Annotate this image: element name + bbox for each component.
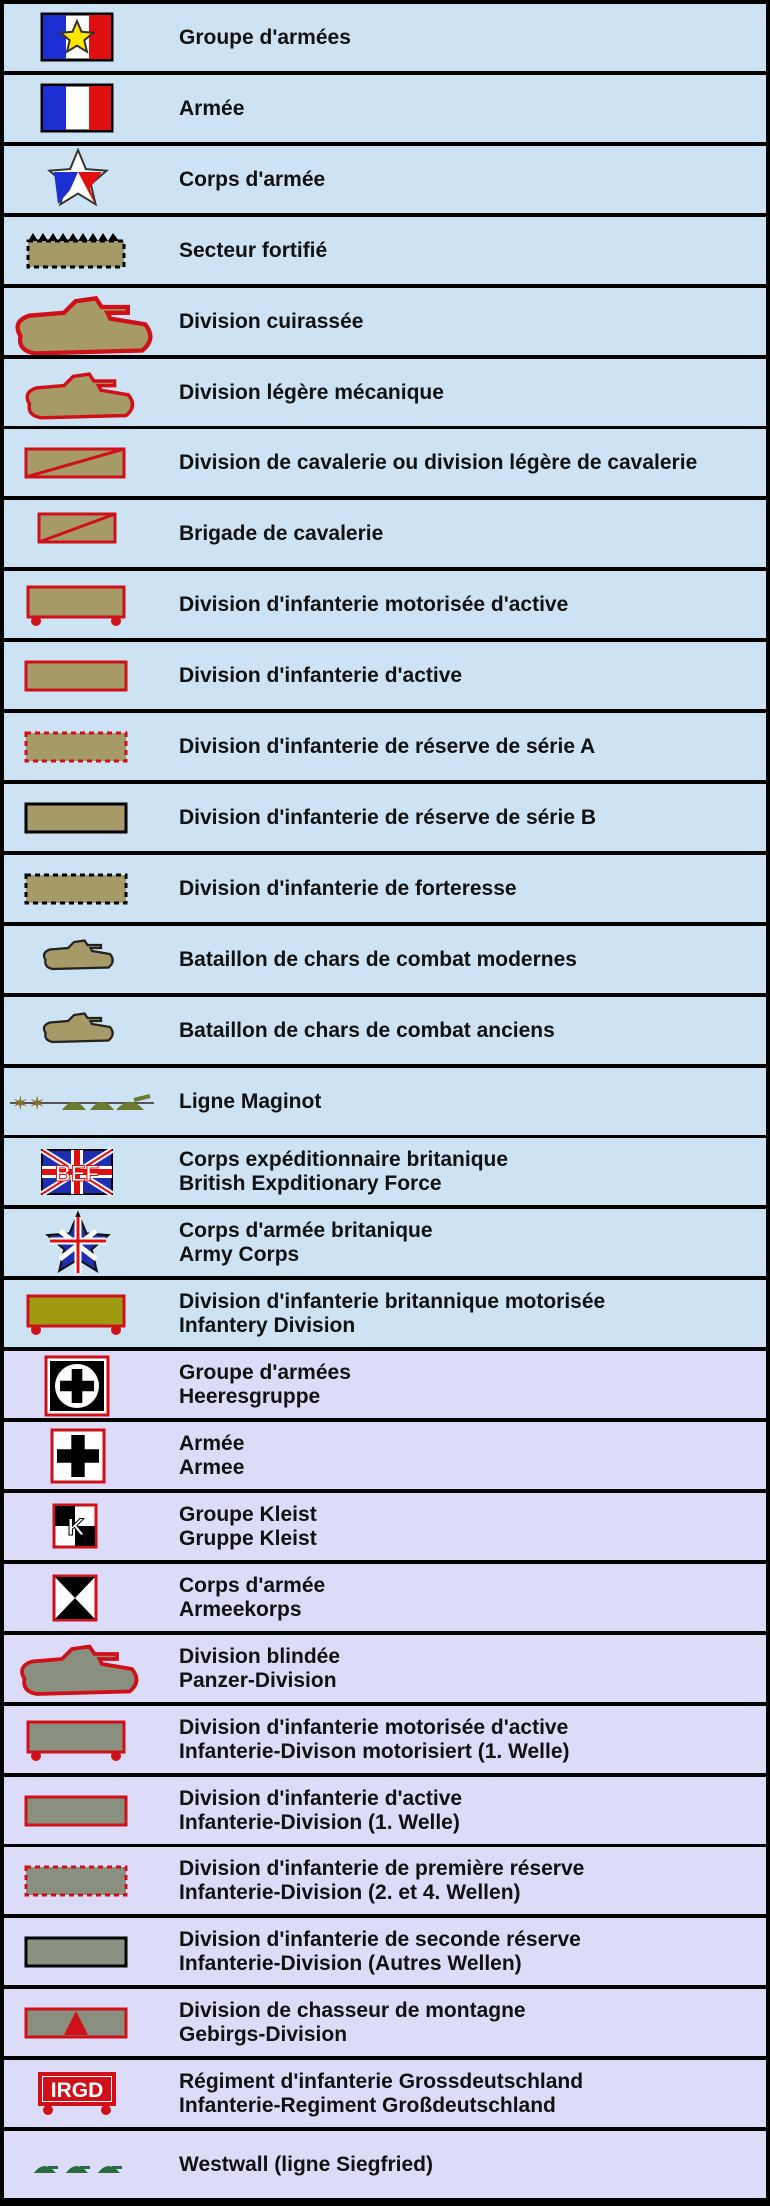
label-primary: Corps d'armée bbox=[179, 1573, 326, 1597]
legend-row bbox=[4, 1706, 766, 1773]
label-primary: Groupe Kleist bbox=[179, 1502, 317, 1526]
label-primary: Division d'infanterie britannique motorisée bbox=[179, 1289, 606, 1313]
label-primary: Corps d'armée britanique bbox=[179, 1218, 433, 1242]
label-primary: Division d'infanterie motorisée d'active bbox=[179, 592, 569, 616]
label-primary: Groupe d'armées bbox=[179, 1360, 351, 1384]
label-secondary: Gruppe Kleist bbox=[179, 1526, 317, 1550]
legend-row bbox=[4, 75, 766, 142]
reserve-a-infantry-icon bbox=[4, 713, 164, 780]
legend-row bbox=[4, 926, 766, 993]
legend-row bbox=[4, 500, 766, 567]
label-primary: Bataillon de chars de combat anciens bbox=[179, 1018, 555, 1042]
legend-label bbox=[179, 1209, 433, 1276]
label-secondary: Infanterie-Division (1. Welle) bbox=[179, 1810, 460, 1834]
label-primary: Bataillon de chars de combat modernes bbox=[179, 947, 577, 971]
legend-label bbox=[179, 75, 244, 142]
svg-text:✶✶: ✶✶ bbox=[12, 1091, 46, 1115]
german-active-infantry-icon bbox=[4, 1777, 164, 1844]
cavalry-brigade-icon bbox=[4, 500, 164, 567]
legend-label bbox=[179, 1138, 508, 1205]
legend-row bbox=[4, 1422, 766, 1489]
legend-row bbox=[4, 997, 766, 1064]
kleist-group-icon bbox=[4, 1493, 164, 1560]
legend-row bbox=[4, 1493, 766, 1560]
bef-flag-icon bbox=[4, 1138, 164, 1205]
active-infantry-icon bbox=[4, 642, 164, 709]
legend-label bbox=[179, 855, 517, 922]
legend-label bbox=[179, 288, 363, 355]
legend-label bbox=[179, 429, 697, 496]
legend-row bbox=[4, 1068, 766, 1135]
label-primary: Division d'infanterie de réserve de série B bbox=[179, 805, 596, 829]
german-army-cross-icon bbox=[4, 1422, 164, 1489]
legend-label bbox=[179, 997, 555, 1064]
legend-label bbox=[179, 1422, 244, 1489]
label-primary: Brigade de cavalerie bbox=[179, 521, 384, 545]
label-secondary: Heeresgruppe bbox=[179, 1384, 321, 1408]
german-second-reserve-infantry-icon bbox=[4, 1918, 164, 1985]
legend-label bbox=[179, 1777, 462, 1844]
reserve-b-infantry-icon bbox=[4, 784, 164, 851]
legend-row bbox=[4, 1564, 766, 1631]
legend-label bbox=[179, 571, 568, 638]
british-motorized-infantry-icon bbox=[4, 1280, 164, 1347]
label-primary: Division cuirassée bbox=[179, 309, 364, 333]
legend-row bbox=[4, 1351, 766, 1418]
maginot-line-icon bbox=[4, 1068, 164, 1135]
legend-row bbox=[4, 642, 766, 709]
german-first-reserve-infantry-icon bbox=[4, 1847, 164, 1914]
legend-label bbox=[179, 500, 383, 567]
legend-label bbox=[179, 1989, 526, 2056]
legend-row bbox=[4, 217, 766, 284]
label-secondary: British Expditionary Force bbox=[179, 1171, 442, 1195]
legend-row bbox=[4, 429, 766, 496]
legend-label bbox=[179, 713, 595, 780]
legend-row bbox=[4, 1138, 766, 1205]
french-army-group-icon bbox=[4, 4, 164, 71]
legend-row bbox=[4, 571, 766, 638]
mountain-division-icon bbox=[4, 1989, 164, 2056]
legend-row bbox=[4, 2060, 766, 2127]
legend-label bbox=[179, 1635, 340, 1702]
label-secondary: Panzer-Division bbox=[179, 1668, 337, 1692]
legend-row bbox=[4, 1989, 766, 2056]
label-secondary: Infanterie-Division (Autres Wellen) bbox=[179, 1951, 522, 1975]
legend-row bbox=[4, 784, 766, 851]
legend-label bbox=[179, 4, 351, 71]
label-secondary: Gebirgs-Division bbox=[179, 2022, 348, 2046]
old-tank-battalion-icon bbox=[4, 997, 164, 1064]
grossdeutschland-regiment-icon bbox=[4, 2060, 164, 2127]
svg-text:BEF: BEF bbox=[55, 1161, 99, 1186]
fortress-infantry-icon bbox=[4, 855, 164, 922]
legend-row bbox=[4, 1635, 766, 1702]
legend-label bbox=[179, 1280, 605, 1347]
label-secondary: Infanterie-Divison motorisiert (1. Welle) bbox=[179, 1739, 570, 1763]
label-secondary: Armeekorps bbox=[179, 1597, 302, 1621]
german-corps-icon bbox=[4, 1564, 164, 1631]
label-primary: Groupe d'armées bbox=[179, 25, 351, 49]
legend-row bbox=[4, 4, 766, 71]
label-secondary: Infanterie-Division (2. et 4. Wellen) bbox=[179, 1880, 521, 1904]
modern-tank-battalion-icon bbox=[4, 926, 164, 993]
fortified-sector-icon bbox=[4, 217, 164, 284]
label-secondary: Armee bbox=[179, 1455, 245, 1479]
label-primary: Armée bbox=[179, 96, 245, 120]
legend-row bbox=[4, 2131, 766, 2198]
legend-label bbox=[179, 1847, 584, 1914]
cavalry-division-icon bbox=[4, 429, 164, 496]
label-primary: Division d'infanterie de forteresse bbox=[179, 876, 517, 900]
label-primary: Division d'infanterie d'active bbox=[179, 663, 463, 687]
french-corps-star-icon bbox=[4, 146, 164, 213]
british-corps-star-icon bbox=[4, 1209, 164, 1276]
motorized-infantry-icon bbox=[4, 571, 164, 638]
label-primary: Division blindée bbox=[179, 1644, 341, 1668]
westwall-bunkers-icon bbox=[4, 2131, 164, 2198]
label-secondary: Army Corps bbox=[179, 1242, 300, 1266]
label-secondary: Infanterie-Regiment Großdeutschland bbox=[179, 2093, 556, 2117]
legend-label bbox=[179, 784, 596, 851]
legend-row bbox=[4, 855, 766, 922]
label-primary: Division de cavalerie ou division légère de cavalerie bbox=[179, 450, 698, 474]
label-primary: Division de chasseur de montagne bbox=[179, 1998, 526, 2022]
legend-label bbox=[179, 1068, 321, 1135]
armored-division-tank-icon bbox=[4, 288, 164, 355]
label-primary: Division d'infanterie motorisée d'active bbox=[179, 1715, 569, 1739]
legend-row bbox=[4, 288, 766, 355]
legend-row bbox=[4, 713, 766, 780]
legend-row bbox=[4, 1777, 766, 1844]
legend-row bbox=[4, 1209, 766, 1276]
label-primary: Secteur fortifié bbox=[179, 238, 328, 262]
label-primary: Division d'infanterie de réserve de série A bbox=[179, 734, 596, 758]
label-primary: Division d'infanterie de seconde réserve bbox=[179, 1927, 581, 1951]
legend-label bbox=[179, 2060, 583, 2127]
legend-label bbox=[179, 1351, 351, 1418]
label-primary: Régiment d'infanterie Grossdeutschland bbox=[179, 2069, 584, 2093]
label-primary: Corps d'armée bbox=[179, 167, 326, 191]
legend-label bbox=[179, 1564, 325, 1631]
legend-label bbox=[179, 1493, 317, 1560]
label-primary: Division d'infanterie d'active bbox=[179, 1786, 463, 1810]
legend-label bbox=[179, 2131, 433, 2198]
german-army-group-cross-icon bbox=[4, 1351, 164, 1418]
label-primary: Corps expéditionnaire britanique bbox=[179, 1147, 509, 1171]
legend-label bbox=[179, 642, 462, 709]
label-primary: Division d'infanterie de première réserve bbox=[179, 1856, 585, 1880]
french-army-flag-icon bbox=[4, 75, 164, 142]
legend-label bbox=[179, 359, 444, 426]
label-secondary: Infantery Division bbox=[179, 1313, 356, 1337]
legend-row bbox=[4, 1847, 766, 1914]
legend-label bbox=[179, 217, 327, 284]
legend-row bbox=[4, 359, 766, 426]
legend-label bbox=[179, 1918, 581, 1985]
label-primary: Ligne Maginot bbox=[179, 1089, 322, 1113]
legend-row bbox=[4, 1280, 766, 1347]
label-primary: Armée bbox=[179, 1431, 245, 1455]
legend-label bbox=[179, 1706, 570, 1773]
legend-label bbox=[179, 926, 577, 993]
panzer-division-tank-icon bbox=[4, 1635, 164, 1702]
light-mechanized-tank-icon bbox=[4, 359, 164, 426]
legend-row bbox=[4, 146, 766, 213]
label-primary: Westwall (ligne Siegfried) bbox=[179, 2152, 433, 2176]
label-primary: Division légère mécanique bbox=[179, 380, 444, 404]
legend-label bbox=[179, 146, 325, 213]
svg-text:K: K bbox=[67, 1514, 85, 1541]
svg-text:IRGD: IRGD bbox=[50, 2079, 104, 2102]
german-motorized-infantry-icon bbox=[4, 1706, 164, 1773]
legend-row bbox=[4, 1918, 766, 1985]
